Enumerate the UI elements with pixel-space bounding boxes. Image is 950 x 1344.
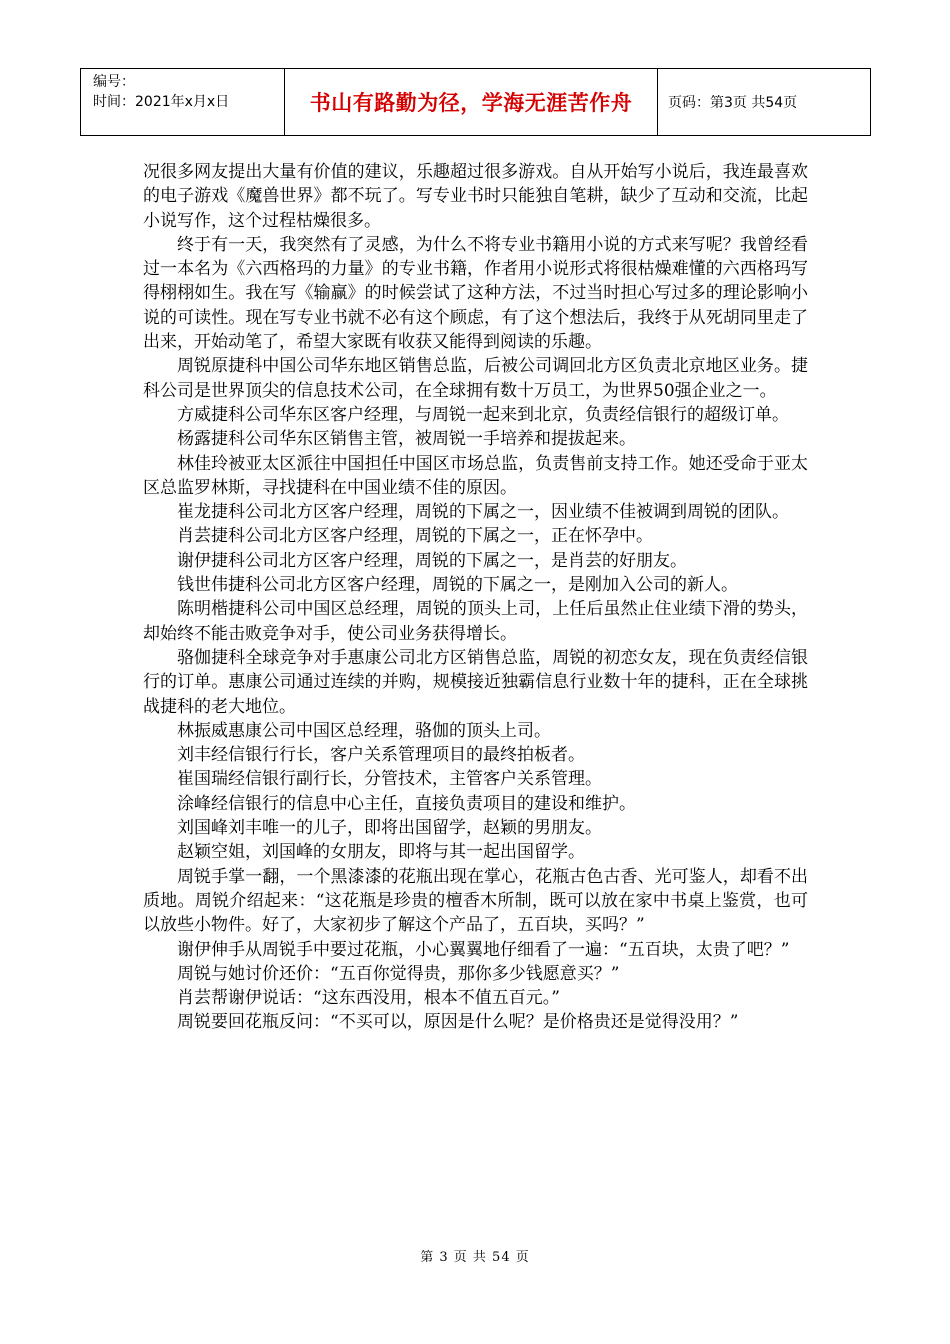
paragraph: 终于有一天，我突然有了灵感，为什么不将专业书籍用小说的方式来写呢？我曾经看过一本名为《六西格玛的力量》的专业书籍，作者用小说形式将很枯燥难懂的六西格玛写得栩栩如生。我在写《输赢》的时候尝试了这种方法，不过当时担心写过多的理论影响小说的可读性。现在写专业书就不必有这个顾虑，有了这个想法后，我终于从死胡同里走了出来，开始动笔了，希望大家既有收获又能得到阅读的乐趣。 <box>143 234 808 353</box>
character-entry: 崔龙捷科公司北方区客户经理，周锐的下属之一，因业绩不佳被调到周锐的团队。 <box>177 502 789 523</box>
character-entry: 赵颖空姐，刘国峰的女朋友，即将与其一起出国留学。 <box>177 842 585 863</box>
character-entry: 杨露捷科公司华东区销售主管，被周锐一手培养和提拔起来。 <box>177 429 636 450</box>
character-entry: 崔国瑞经信银行副行长，分管技术，主管客户关系管理。 <box>177 769 602 790</box>
document-body <box>143 160 808 1035</box>
character-entry: 林佳玲被亚太区派往中国担任中国区市场总监，负责售前支持工作。她还受命于亚太区总监罗林斯，寻找捷科在中国业绩不佳的原因。 <box>143 453 808 498</box>
character-entry: 林振威惠康公司中国区总经理，骆伽的顶头上司。 <box>177 720 551 741</box>
doc-date-label: 时间：2021年x月x日 <box>93 94 230 110</box>
character-entry: 周锐原捷科中国公司华东地区销售总监，后被公司调回北方区负责北京地区业务。捷科公司是世界顶尖的信息技术公司，在全球拥有数十万员工，为世界50强企业之一。 <box>143 356 808 401</box>
character-entry: 涂峰经信银行的信息中心主任，直接负责项目的建设和维护。 <box>177 793 636 814</box>
character-entry: 骆伽捷科全球竞争对手惠康公司北方区销售总监，周锐的初恋女友，现在负责经信银行的订单。惠康公司通过连续的并购，规模接近独霸信息行业数十年的捷科，正在全球挑战捷科的老大地位。 <box>143 647 808 717</box>
paragraph: 周锐与她讨价还价：“五百你觉得贵，那你多少钱愿意买？” <box>177 963 620 984</box>
character-entry: 钱世伟捷科公司北方区客户经理，周锐的下属之一，是刚加入公司的新人。 <box>177 575 738 596</box>
paragraph: 况很多网友提出大量有价值的建议，乐趣超过很多游戏。自从开始写小说后，我连最喜欢的电子游戏《魔兽世界》都不玩了。写专业书时只能独自笔耕，缺少了互动和交流，比起小说写作，这个过程枯燥很多。 <box>143 162 808 231</box>
page-header <box>80 68 871 136</box>
character-entry: 刘丰经信银行行长，客户关系管理项目的最终拍板者。 <box>177 745 585 766</box>
character-entry: 刘国峰刘丰唯一的儿子，即将出国留学，赵颖的男朋友。 <box>177 818 602 839</box>
character-entry: 陈明楷捷科公司中国区总经理，周锐的顶头上司，上任后虽然止住业绩下滑的势头，却始终不能击败竞争对手，使公司业务获得增长。 <box>143 599 808 644</box>
paragraph: 肖芸帮谢伊说话：“这东西没用，根本不值五百元。” <box>177 988 560 1009</box>
paragraph: 周锐要回花瓶反问：“不买可以，原因是什么呢？是价格贵还是觉得没用？” <box>177 1012 739 1033</box>
header-meta <box>81 69 285 135</box>
character-entry: 肖芸捷科公司北方区客户经理，周锐的下属之一，正在怀孕中。 <box>177 526 653 547</box>
header-page-info: 页码：第3页 共54页 <box>668 95 798 111</box>
character-entry: 谢伊捷科公司北方区客户经理，周锐的下属之一，是肖芸的好朋友。 <box>177 550 687 571</box>
header-motto: 书山有路勤为径，学海无涯苦作舟 <box>285 69 658 135</box>
page-footer: 第 3 页 共 54 页 <box>420 1250 530 1265</box>
character-entry: 方威捷科公司华东区客户经理，与周锐一起来到北京，负责经信银行的超级订单。 <box>177 404 789 425</box>
doc-number-label: 编号： <box>93 74 135 90</box>
paragraph: 周锐手掌一翻，一个黑漆漆的花瓶出现在掌心，花瓶古色古香、光可鉴人，却看不出质地。周锐介绍起来：“这花瓶是珍贵的檀香木所制，既可以放在家中书桌上鉴赏，也可以放些小物件。好了，大家初步了解这个产品了，五百块，买吗？” <box>143 866 808 936</box>
paragraph: 谢伊伸手从周锐手中要过花瓶，小心翼翼地仔细看了一遍：“五百块，太贵了吧？” <box>177 939 790 960</box>
